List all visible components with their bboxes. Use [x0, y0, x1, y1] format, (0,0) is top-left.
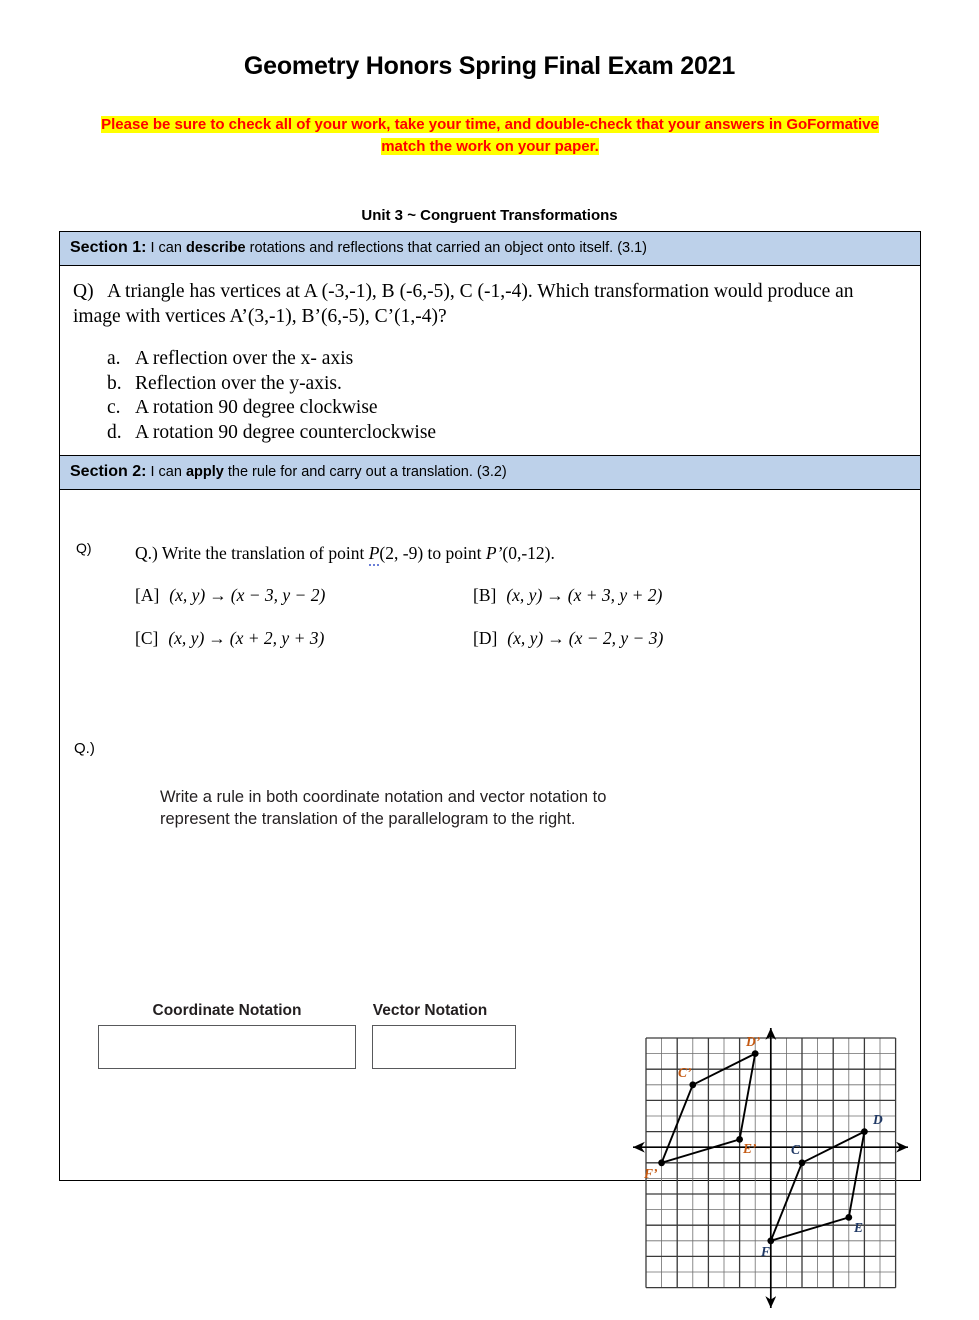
label-C: C [791, 1142, 801, 1157]
q1-point-p: P [369, 543, 380, 566]
section-1-body [60, 266, 920, 455]
list-item[interactable] [135, 628, 473, 649]
section-1-label: Section 1: [70, 239, 147, 256]
choice-letter: a. [107, 348, 121, 369]
choice-row [135, 585, 755, 606]
graph-svg [611, 1020, 911, 1320]
label-E: E [854, 1220, 864, 1235]
list-item[interactable] [107, 347, 904, 372]
list-item[interactable] [135, 585, 473, 606]
section-2-q2-marker: Q.) [74, 740, 95, 757]
expr-from: (x, y) [168, 628, 205, 648]
section-1-question [73, 279, 904, 329]
choice-row [135, 628, 755, 649]
choice-text: A rotation 90 degree counterclockwise [135, 421, 437, 443]
choice-expression [506, 585, 662, 606]
label-C-prime: C’ [678, 1065, 692, 1080]
choice-expression [507, 628, 663, 649]
point-C [799, 1159, 806, 1166]
point-D-prime [752, 1050, 759, 1057]
coordinate-grid-graph [611, 1020, 911, 1320]
point-D [861, 1128, 868, 1135]
section-1-question-marker: Q) [73, 281, 94, 302]
section-2-text-2: the rule for and carry out a translation. (3.2) [223, 464, 507, 480]
warning-banner [89, 114, 891, 158]
coordinate-notation-input[interactable] [98, 1025, 356, 1069]
right-arrow-icon: → [208, 628, 226, 648]
section-1-question-text: A triangle has vertices at A (-3,-1), B (-6,-5), C (-1,-4). Which transformation would produce an image with vertices A’(3,-1), B’(6,-5), C’(1,-4)? [73, 281, 854, 327]
point-F-prime [658, 1159, 665, 1166]
q1-point-p-prime: P’ [485, 543, 503, 563]
warning-text: Please be sure to check all of your work, take your time, and double-check that your answers in GoFormative match the work on your paper. [101, 116, 879, 155]
right-arrow-icon: → [546, 585, 564, 605]
spacer [356, 1025, 372, 1069]
list-item[interactable] [107, 372, 904, 397]
choice-tag: [A] [135, 585, 160, 605]
choice-tag: [D] [473, 628, 498, 648]
expr-from: (x, y) [506, 585, 543, 605]
section-2-header [60, 455, 920, 490]
choice-letter: d. [107, 421, 122, 443]
list-item[interactable] [107, 421, 904, 446]
notation-answer-area [98, 1002, 558, 1069]
list-item[interactable] [473, 628, 663, 649]
label-F: F [761, 1244, 771, 1259]
section-2-q1-marker: Q) [76, 540, 92, 556]
q1-prompt-mid: to point [423, 543, 486, 563]
section-2-q2-prompt: Write a rule in both coordinate notation and vector notation to represent the translation of the parallelogram to the right. [160, 788, 607, 828]
expr-to: (x − 2, y − 3) [568, 628, 664, 648]
point-E-prime [736, 1136, 743, 1143]
section-2-body [60, 490, 920, 1259]
expr-to: (x + 3, y + 2) [567, 585, 663, 605]
point-C-prime [689, 1081, 696, 1088]
section-2-q1-choices [135, 585, 755, 671]
exam-content-box [59, 231, 921, 1259]
notation-boxes [98, 1025, 558, 1069]
choice-text: Reflection over the y-axis. [135, 372, 342, 394]
vector-notation-input[interactable] [372, 1025, 516, 1069]
choice-tag: [B] [473, 585, 497, 605]
list-item[interactable] [473, 585, 662, 606]
label-F-prime: F’ [644, 1166, 658, 1181]
choice-expression [169, 585, 325, 606]
label-D: D [873, 1112, 883, 1127]
choice-text: A reflection over the x- axis [135, 348, 354, 369]
axes [633, 1028, 908, 1308]
choice-expression [168, 628, 324, 649]
q1-prompt-prefix: Q.) Write the translation of point [135, 543, 369, 563]
section-1-bold-word: describe [185, 240, 246, 256]
page-title: Geometry Honors Spring Final Exam 2021 [243, 52, 736, 80]
expr-from: (x, y) [507, 628, 544, 648]
notation-labels [98, 1002, 558, 1020]
expr-to: (x + 2, y + 3) [229, 628, 325, 648]
section-2-label: Section 2: [70, 463, 147, 480]
expr-to: (x − 3, y − 2) [230, 585, 326, 605]
q1-point-p-coords: (2, -9) [379, 543, 424, 563]
label-D-prime: D’ [746, 1034, 761, 1049]
point-E [845, 1214, 852, 1221]
coordinate-notation-label: Coordinate Notation [152, 1002, 302, 1019]
unit-header: Unit 3 ~ Congruent Transformations [361, 207, 618, 224]
choice-tag: [C] [135, 628, 159, 648]
vector-notation-label: Vector Notation [372, 1002, 488, 1019]
section-1-choice-list [73, 347, 904, 445]
expr-from: (x, y) [169, 585, 206, 605]
choice-letter: b. [107, 372, 122, 394]
section-1-header [60, 232, 920, 266]
list-item[interactable] [107, 396, 904, 421]
section-2-text-1: I can [146, 464, 186, 480]
choice-text: A rotation 90 degree clockwise [135, 397, 378, 418]
section-2-bold-word: apply [185, 464, 224, 480]
right-arrow-icon: → [209, 585, 227, 605]
section-1-text-2: rotations and reflections that carried an object onto itself. (3.1) [245, 240, 648, 256]
section-1-text-1: I can [146, 240, 186, 256]
right-arrow-icon: → [547, 628, 565, 648]
label-E-prime: E’ [743, 1141, 757, 1156]
q1-point-p-prime-coords: (0,-12). [502, 543, 555, 563]
section-2-q1-prompt [135, 543, 555, 564]
choice-letter: c. [107, 397, 121, 418]
